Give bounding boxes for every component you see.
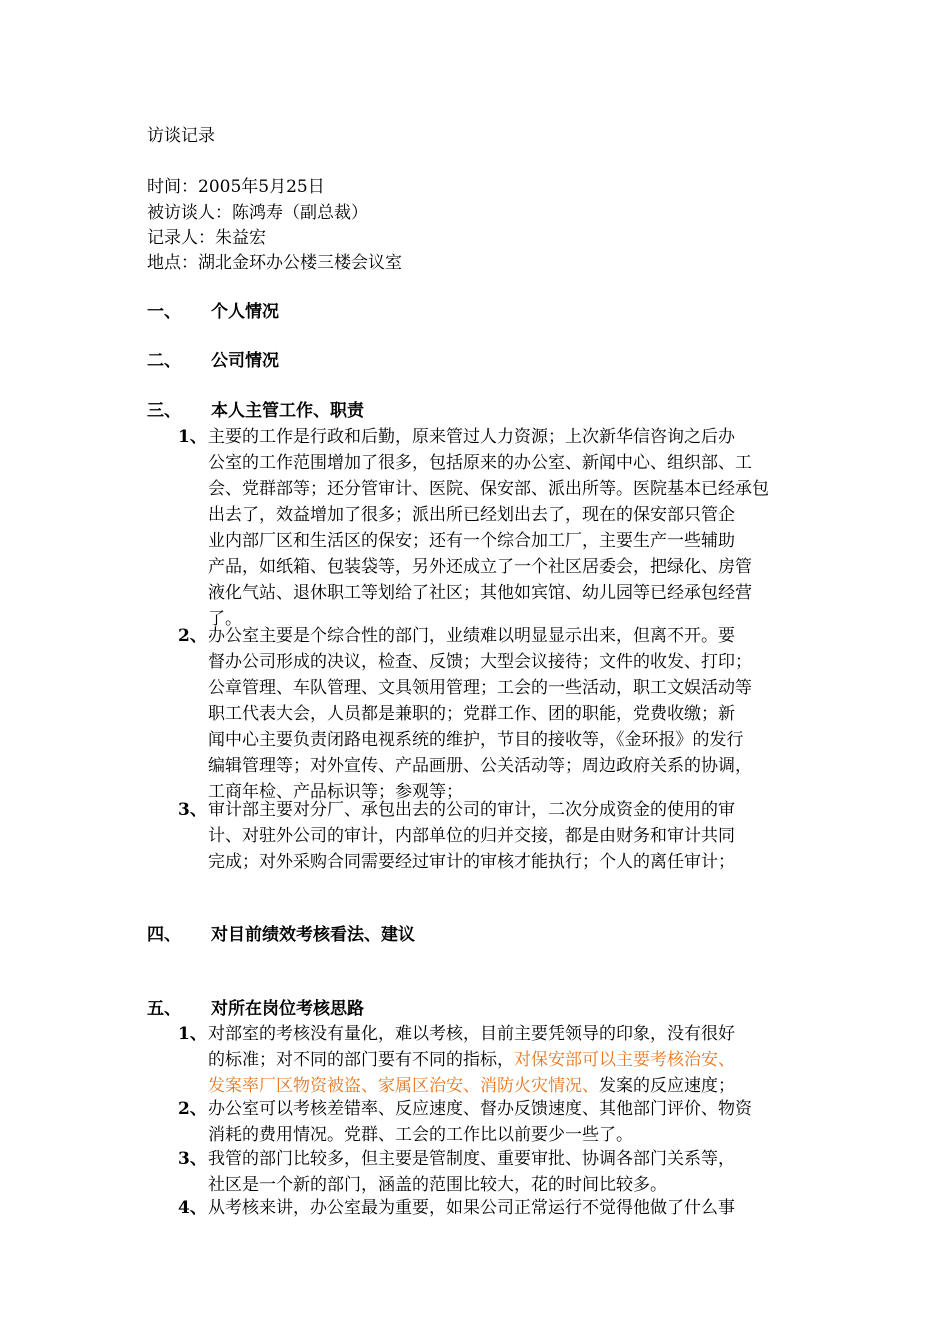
list-item xyxy=(178,424,810,632)
list-item xyxy=(178,623,810,805)
list-item xyxy=(178,1195,810,1221)
highlighted-text: 对保安部可以主要考核治安、 发案率厂区物资被盗、家属区治安、消防火灾情况、 xyxy=(208,1050,735,1096)
list-item xyxy=(178,1146,810,1198)
meta-recorder: 记录人：朱益宏 xyxy=(147,228,266,248)
section-number: 五、 xyxy=(147,999,181,1019)
list-item xyxy=(178,797,810,875)
list-item-number: 2、 xyxy=(178,1099,207,1119)
section-title: 公司情况 xyxy=(211,351,279,371)
list-item-number: 1、 xyxy=(178,1024,207,1044)
document-title: 访谈记录 xyxy=(147,126,215,146)
list-item xyxy=(178,1021,810,1099)
section-heading-2 xyxy=(147,348,279,374)
section-title: 本人主管工作、职责 xyxy=(211,401,364,421)
list-item-text xyxy=(208,1021,810,1099)
section-title: 对目前绩效考核看法、建议 xyxy=(211,925,415,945)
section-heading-4 xyxy=(147,922,415,948)
list-item-number: 4、 xyxy=(178,1198,207,1218)
list-item-text: 从考核来讲，办公室最为重要，如果公司正常运行不觉得他做了什么事 xyxy=(208,1198,735,1218)
meta-location: 地点：湖北金环办公楼三楼会议室 xyxy=(147,253,402,273)
list-item-number: 3、 xyxy=(178,800,207,820)
section-number: 一、 xyxy=(147,302,181,322)
list-item-text: 办公室主要是个综合性的部门，业绩难以明显显示出来，但离不开。要 督办公司形成的决议，检查、反馈；大型会议接待；文件的收发、打印； 公章管理、车队管理、文具领用管理；工会的一些活动，职工文娱活动等 职工代表大会，人员都是兼职的；党群工作、团的职能，党费收缴；新 闻中心主要负责闭路电视系统的维护，节目的接收等，《金环报》的发行 编辑管理等；对外宣传、产品画册、公关活动等；周边政府关系的协调， 工商年检、产品标识等；参观等； xyxy=(208,626,752,802)
list-item-number: 1、 xyxy=(178,427,207,447)
section-heading-1 xyxy=(147,299,279,325)
meta-interviewee: 被访谈人：陈鸿寿（副总裁） xyxy=(147,203,368,223)
meta-time: 时间：2005年5月25日 xyxy=(147,177,325,197)
list-item-text-part: 对部室的考核没有量化，难以考核，目前主要凭领导的印象，没有很好 的标准；对不同的部门要有不同的指标， xyxy=(208,1024,735,1070)
section-number: 二、 xyxy=(147,351,181,371)
section-heading-3 xyxy=(147,398,364,424)
section-heading-5 xyxy=(147,996,364,1022)
list-item-text: 我管的部门比较多，但主要是管制度、重要审批、协调各部门关系等， 社区是一个新的部门，涵盖的范围比较大，花的时间比较多。 xyxy=(208,1149,735,1195)
section-number: 四、 xyxy=(147,925,181,945)
list-item-number: 3、 xyxy=(178,1149,207,1169)
list-item-text: 办公室可以考核差错率、反应速度、督办反馈速度、其他部门评价、物资 消耗的费用情况。党群、工会的工作比以前要少一些了。 xyxy=(208,1099,752,1145)
section-title: 个人情况 xyxy=(211,302,279,322)
section-number: 三、 xyxy=(147,401,181,421)
list-item-text: 主要的工作是行政和后勤，原来管过人力资源；上次新华信咨询之后办 公室的工作范围增加了很多，包括原来的办公室、新闻中心、组织部、工 会、党群部等；还分管审计、医院、保安部、派出所等。医院基本已经承包 出去了，效益增加了很多；派出所已经划出去了，现在的保安部只管企 业内部厂区和生活区的保安；还有一个综合加工厂，主要生产一些辅助 产品，如纸箱、包装袋等，另外还成立了一个社区居委会，把绿化、房管 液化气站、退休职工等划给了社区；其他如宾馆、幼儿园等已经承包经营 了。 xyxy=(208,427,769,629)
list-item-number: 2、 xyxy=(178,626,207,646)
section-title: 对所在岗位考核思路 xyxy=(211,999,364,1019)
list-item-text-part: 发案的反应速度； xyxy=(599,1076,735,1096)
list-item xyxy=(178,1096,810,1148)
list-item-text: 审计部主要对分厂、承包出去的公司的审计，二次分成资金的使用的审 计、对驻外公司的审计，内部单位的归并交接，都是由财务和审计共同 完成；对外采购合同需要经过审计的审核才能执行；个人的离任审计； xyxy=(208,800,735,872)
